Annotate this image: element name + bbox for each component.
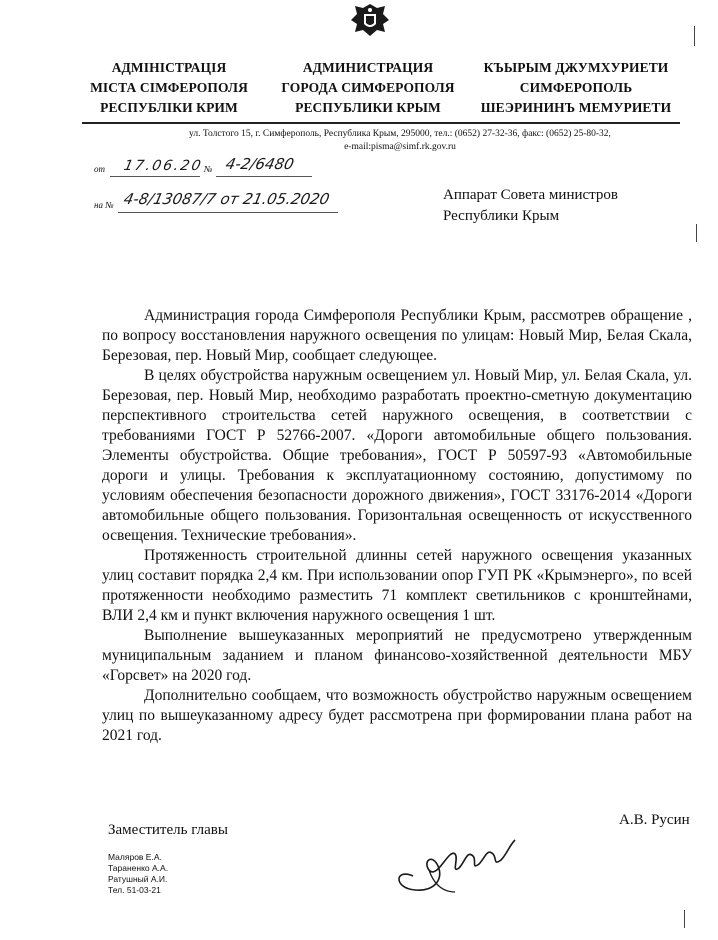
- body-paragraph: Дополнительно сообщаем, что возможность обустройство наружным освещением улиц по вышеуказанному адресу будет рассмотрена при формировании плана работ на 2021 год.: [102, 687, 692, 744]
- header-line: РЕСПУБЛІКИ КРИМ: [100, 100, 238, 115]
- letter-body: [102, 306, 692, 746]
- addressee-line: Аппарат Совета министров: [443, 187, 618, 203]
- header-line: РЕСПУБЛИКИ КРЫМ: [295, 100, 441, 115]
- header-line: КЪЫРЫМ ДЖУМХУРИЕТИ: [483, 60, 669, 75]
- date-underline: [110, 176, 200, 177]
- body-paragraph: Выполнение вышеуказанных мероприятий не предусмотрено утвержденным муниципальным заданием и планом финансово-хозяйственной деятельности МБУ «Горсвет» на 2020 год.: [102, 627, 692, 684]
- contact-info: [140, 128, 660, 154]
- coat-of-arms-icon: [347, 2, 393, 38]
- reply-label: на №: [94, 200, 114, 210]
- addressee: [443, 185, 618, 227]
- header-line: СИМФЕРОПОЛЬ: [519, 80, 633, 95]
- reply-number: 4-8/13087/7 от 21.05.2020: [122, 190, 332, 208]
- executor-line: Ратушный А.И.: [108, 874, 168, 884]
- reply-underline: [118, 212, 338, 213]
- header-crimean-tatar: [470, 58, 682, 118]
- scan-edge-mark: [694, 26, 695, 46]
- signatory-name: А.В. Русин: [619, 812, 690, 828]
- contact-address: ул. Толстого 15, г. Симферополь, Республика Крым, 295000, тел.: (0652) 27-32-36, факс: (0652) 25-80-32,: [189, 129, 611, 139]
- body-paragraph: Администрация города Симферополя Республики Крым, рассмотрев обращение , по вопросу восстановления наружного освещения по улицам: Новый Мир, Белая Скала, Березовая, пер. Новый Мир, сообщает следующее.: [102, 307, 692, 364]
- header-line: МІСТА СІМФЕРОПОЛЯ: [90, 80, 248, 95]
- signatory-title: Заместитель главы: [108, 822, 228, 838]
- number-label: №: [204, 164, 213, 174]
- executor-line: Тараненко А.А.: [108, 863, 169, 873]
- executor-line: Тел. 51-03-21: [108, 885, 161, 895]
- letter-date: 17.06.20: [122, 158, 205, 174]
- body-paragraph: В целях обустройства наружным освещением ул. Новый Мир, ул. Белая Скала, ул. Березовая, пер. Новый Мир, необходимо разработать проектно-сметную документацию перспективного строительства сетей наружного освещения, в соответствии с требованиями ГОСТ Р 52766-2007. «Дороги автомобильные общего пользования. Элементы обустройства. Общие требования», ГОСТ Р 50597-93 «Автомобильные дороги и улицы. Требования к эксплуатационному состоянию, допустимому по условиям обеспечения безопасности дорожного движения», ГОСТ 33176-2014 «Дороги автомобильные общего пользования. Горизонтальная освещенность от искусственного освещения. Технические требования».: [102, 367, 692, 544]
- header-ukrainian: [83, 58, 255, 118]
- contact-email: e-mail:pisma@simf.rk.gov.ru: [344, 142, 456, 152]
- header-line: ГОРОДА СИМФЕРОПОЛЯ: [281, 80, 455, 95]
- scan-edge-mark: [696, 224, 697, 242]
- header-line: ШЕЭРИНИНЪ МЕМУРИЕТИ: [480, 100, 672, 115]
- addressee-line: Республики Крым: [443, 208, 560, 224]
- handwritten-signature: [385, 818, 525, 898]
- header-line: АДМИНИСТРАЦИЯ: [302, 60, 434, 75]
- executors: [108, 852, 168, 896]
- from-label: от: [94, 164, 105, 174]
- body-paragraph: Протяженность строительной длинны сетей наружного освещения указанных улиц составит порядка 2,4 км. При использовании опор ГУП РК «Крымэнерго», по всей протяженности необходимо разместить 71 комплект светильников с кронштейнами, ВЛИ 2,4 км и пункт включения наружного освещения 1 шт.: [102, 547, 692, 624]
- header-divider: [82, 122, 680, 124]
- number-underline: [216, 176, 312, 177]
- scan-edge-mark: [684, 910, 685, 928]
- letter-number: 4-2/6480: [224, 155, 296, 173]
- header-russian: [273, 58, 463, 118]
- header-line: АДМІНІСТРАЦІЯ: [111, 60, 227, 75]
- executor-line: Маляров Е.А.: [108, 852, 162, 862]
